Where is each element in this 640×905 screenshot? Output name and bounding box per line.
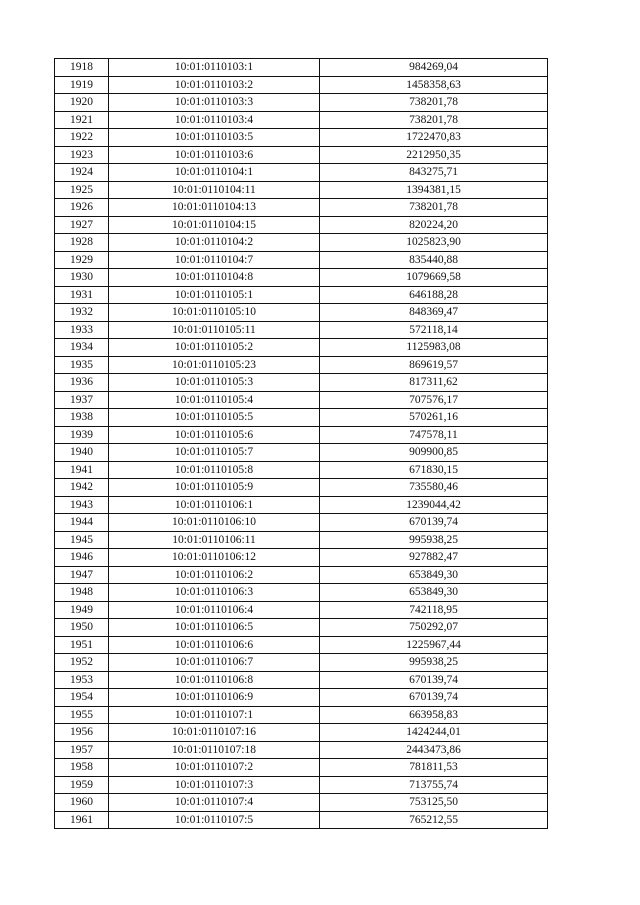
cadastral-value-cell: 843275,71 (320, 164, 548, 182)
table-row (55, 111, 548, 129)
cadastral-value-cell: 2443473,86 (320, 741, 548, 759)
row-number-cell: 1921 (55, 111, 109, 129)
row-number-cell: 1918 (55, 59, 109, 77)
table-row (55, 339, 548, 357)
table-row (55, 706, 548, 724)
row-number-cell: 1935 (55, 356, 109, 374)
cadastral-number-cell: 10:01:0110105:7 (109, 444, 320, 462)
table-row (55, 409, 548, 427)
table-row (55, 601, 548, 619)
table-row (55, 216, 548, 234)
row-number-cell: 1955 (55, 706, 109, 724)
cadastral-value-cell: 835440,88 (320, 251, 548, 269)
table-row (55, 531, 548, 549)
cadastral-number-cell: 10:01:0110104:15 (109, 216, 320, 234)
cadastral-number-cell: 10:01:0110104:11 (109, 181, 320, 199)
table-row (55, 374, 548, 392)
cadastral-value-cell: 1025823,90 (320, 234, 548, 252)
cadastral-number-cell: 10:01:0110103:3 (109, 94, 320, 112)
row-number-cell: 1951 (55, 636, 109, 654)
table-row (55, 776, 548, 794)
table-row (55, 391, 548, 409)
cadastral-value-cell: 653849,30 (320, 584, 548, 602)
cadastral-number-cell: 10:01:0110106:5 (109, 619, 320, 637)
table-row (55, 146, 548, 164)
cadastral-number-cell: 10:01:0110105:23 (109, 356, 320, 374)
cadastral-value-cell: 747578,11 (320, 426, 548, 444)
row-number-cell: 1930 (55, 269, 109, 287)
cadastral-value-cell: 750292,07 (320, 619, 548, 637)
cadastral-value-cell: 738201,78 (320, 111, 548, 129)
row-number-cell: 1934 (55, 339, 109, 357)
table-row (55, 321, 548, 339)
table-row (55, 724, 548, 742)
cadastral-number-cell: 10:01:0110105:11 (109, 321, 320, 339)
cadastral-number-cell: 10:01:0110107:2 (109, 759, 320, 777)
cadastral-value-cell: 1125983,08 (320, 339, 548, 357)
cadastral-value-cell: 995938,25 (320, 531, 548, 549)
table-row (55, 269, 548, 287)
row-number-cell: 1926 (55, 199, 109, 217)
table-row (55, 549, 548, 567)
row-number-cell: 1956 (55, 724, 109, 742)
table-row (55, 689, 548, 707)
row-number-cell: 1919 (55, 76, 109, 94)
cadastral-number-cell: 10:01:0110105:5 (109, 409, 320, 427)
cadastral-number-cell: 10:01:0110107:16 (109, 724, 320, 742)
row-number-cell: 1929 (55, 251, 109, 269)
row-number-cell: 1927 (55, 216, 109, 234)
cadastral-value-cell: 1424244,01 (320, 724, 548, 742)
cadastral-value-cell: 671830,15 (320, 461, 548, 479)
cadastral-value-cell: 738201,78 (320, 199, 548, 217)
row-number-cell: 1947 (55, 566, 109, 584)
cadastral-number-cell: 10:01:0110106:11 (109, 531, 320, 549)
table-row (55, 199, 548, 217)
cadastral-value-cell: 670139,74 (320, 689, 548, 707)
row-number-cell: 1922 (55, 129, 109, 147)
table-row (55, 584, 548, 602)
row-number-cell: 1949 (55, 601, 109, 619)
cadastral-number-cell: 10:01:0110107:3 (109, 776, 320, 794)
row-number-cell: 1940 (55, 444, 109, 462)
row-number-cell: 1923 (55, 146, 109, 164)
row-number-cell: 1950 (55, 619, 109, 637)
row-number-cell: 1931 (55, 286, 109, 304)
table-row (55, 566, 548, 584)
row-number-cell: 1961 (55, 811, 109, 829)
cadastral-value-table (54, 58, 548, 829)
row-number-cell: 1960 (55, 794, 109, 812)
cadastral-number-cell: 10:01:0110106:1 (109, 496, 320, 514)
table-row (55, 356, 548, 374)
table-row (55, 479, 548, 497)
table-row (55, 636, 548, 654)
table-row (55, 759, 548, 777)
table-row (55, 794, 548, 812)
cadastral-number-cell: 10:01:0110106:6 (109, 636, 320, 654)
table-row (55, 461, 548, 479)
cadastral-number-cell: 10:01:0110106:2 (109, 566, 320, 584)
row-number-cell: 1944 (55, 514, 109, 532)
table-row (55, 811, 548, 829)
cadastral-value-cell: 713755,74 (320, 776, 548, 794)
cadastral-number-cell: 10:01:0110105:8 (109, 461, 320, 479)
row-number-cell: 1936 (55, 374, 109, 392)
cadastral-number-cell: 10:01:0110106:12 (109, 549, 320, 567)
table-row (55, 286, 548, 304)
cadastral-value-cell: 927882,47 (320, 549, 548, 567)
row-number-cell: 1945 (55, 531, 109, 549)
row-number-cell: 1938 (55, 409, 109, 427)
cadastral-number-cell: 10:01:0110105:3 (109, 374, 320, 392)
row-number-cell: 1957 (55, 741, 109, 759)
cadastral-value-cell: 753125,50 (320, 794, 548, 812)
cadastral-number-cell: 10:01:0110105:1 (109, 286, 320, 304)
cadastral-number-cell: 10:01:0110107:5 (109, 811, 320, 829)
cadastral-number-cell: 10:01:0110105:2 (109, 339, 320, 357)
row-number-cell: 1924 (55, 164, 109, 182)
cadastral-value-cell: 670139,74 (320, 514, 548, 532)
table-row (55, 671, 548, 689)
cadastral-number-cell: 10:01:0110105:10 (109, 304, 320, 322)
cadastral-number-cell: 10:01:0110104:8 (109, 269, 320, 287)
cadastral-value-cell: 742118,95 (320, 601, 548, 619)
cadastral-value-cell: 984269,04 (320, 59, 548, 77)
cadastral-value-cell: 1722470,83 (320, 129, 548, 147)
table-row (55, 654, 548, 672)
table-row (55, 94, 548, 112)
row-number-cell: 1952 (55, 654, 109, 672)
cadastral-number-cell: 10:01:0110104:7 (109, 251, 320, 269)
cadastral-value-cell: 869619,57 (320, 356, 548, 374)
cadastral-value-cell: 1394381,15 (320, 181, 548, 199)
row-number-cell: 1937 (55, 391, 109, 409)
row-number-cell: 1954 (55, 689, 109, 707)
cadastral-value-cell: 1239044,42 (320, 496, 548, 514)
row-number-cell: 1925 (55, 181, 109, 199)
cadastral-value-cell: 781811,53 (320, 759, 548, 777)
row-number-cell: 1959 (55, 776, 109, 794)
cadastral-value-cell: 570261,16 (320, 409, 548, 427)
row-number-cell: 1948 (55, 584, 109, 602)
cadastral-value-cell: 1458358,63 (320, 76, 548, 94)
cadastral-number-cell: 10:01:0110104:2 (109, 234, 320, 252)
cadastral-number-cell: 10:01:0110105:6 (109, 426, 320, 444)
cadastral-number-cell: 10:01:0110105:9 (109, 479, 320, 497)
row-number-cell: 1942 (55, 479, 109, 497)
cadastral-number-cell: 10:01:0110106:8 (109, 671, 320, 689)
table-row (55, 234, 548, 252)
cadastral-number-cell: 10:01:0110104:1 (109, 164, 320, 182)
table-row (55, 444, 548, 462)
cadastral-number-cell: 10:01:0110106:7 (109, 654, 320, 672)
cadastral-number-cell: 10:01:0110104:13 (109, 199, 320, 217)
row-number-cell: 1920 (55, 94, 109, 112)
cadastral-number-cell: 10:01:0110106:10 (109, 514, 320, 532)
cadastral-number-cell: 10:01:0110107:4 (109, 794, 320, 812)
cadastral-number-cell: 10:01:0110105:4 (109, 391, 320, 409)
cadastral-value-cell: 995938,25 (320, 654, 548, 672)
cadastral-value-cell: 663958,83 (320, 706, 548, 724)
table-body (55, 59, 548, 829)
table-row (55, 619, 548, 637)
table-row (55, 426, 548, 444)
cadastral-number-cell: 10:01:0110103:6 (109, 146, 320, 164)
cadastral-number-cell: 10:01:0110103:1 (109, 59, 320, 77)
cadastral-value-cell: 848369,47 (320, 304, 548, 322)
cadastral-value-cell: 670139,74 (320, 671, 548, 689)
table-row (55, 514, 548, 532)
cadastral-value-cell: 820224,20 (320, 216, 548, 234)
row-number-cell: 1946 (55, 549, 109, 567)
row-number-cell: 1932 (55, 304, 109, 322)
cadastral-number-cell: 10:01:0110107:18 (109, 741, 320, 759)
table-row (55, 129, 548, 147)
cadastral-number-cell: 10:01:0110103:2 (109, 76, 320, 94)
cadastral-value-cell: 572118,14 (320, 321, 548, 339)
table-row (55, 76, 548, 94)
cadastral-value-cell: 765212,55 (320, 811, 548, 829)
table-row (55, 304, 548, 322)
row-number-cell: 1943 (55, 496, 109, 514)
table-row (55, 251, 548, 269)
cadastral-number-cell: 10:01:0110107:1 (109, 706, 320, 724)
cadastral-value-cell: 2212950,35 (320, 146, 548, 164)
row-number-cell: 1939 (55, 426, 109, 444)
cadastral-value-cell: 1079669,58 (320, 269, 548, 287)
cadastral-number-cell: 10:01:0110106:4 (109, 601, 320, 619)
table-row (55, 59, 548, 77)
table-row (55, 741, 548, 759)
cadastral-value-cell: 909900,85 (320, 444, 548, 462)
cadastral-number-cell: 10:01:0110103:5 (109, 129, 320, 147)
row-number-cell: 1933 (55, 321, 109, 339)
row-number-cell: 1941 (55, 461, 109, 479)
cadastral-value-cell: 735580,46 (320, 479, 548, 497)
cadastral-value-cell: 707576,17 (320, 391, 548, 409)
row-number-cell: 1928 (55, 234, 109, 252)
cadastral-number-cell: 10:01:0110103:4 (109, 111, 320, 129)
row-number-cell: 1953 (55, 671, 109, 689)
row-number-cell: 1958 (55, 759, 109, 777)
table-row (55, 164, 548, 182)
cadastral-number-cell: 10:01:0110106:3 (109, 584, 320, 602)
cadastral-number-cell: 10:01:0110106:9 (109, 689, 320, 707)
cadastral-value-cell: 646188,28 (320, 286, 548, 304)
table-row (55, 496, 548, 514)
cadastral-value-cell: 738201,78 (320, 94, 548, 112)
cadastral-value-cell: 653849,30 (320, 566, 548, 584)
table-row (55, 181, 548, 199)
cadastral-value-cell: 817311,62 (320, 374, 548, 392)
cadastral-value-cell: 1225967,44 (320, 636, 548, 654)
